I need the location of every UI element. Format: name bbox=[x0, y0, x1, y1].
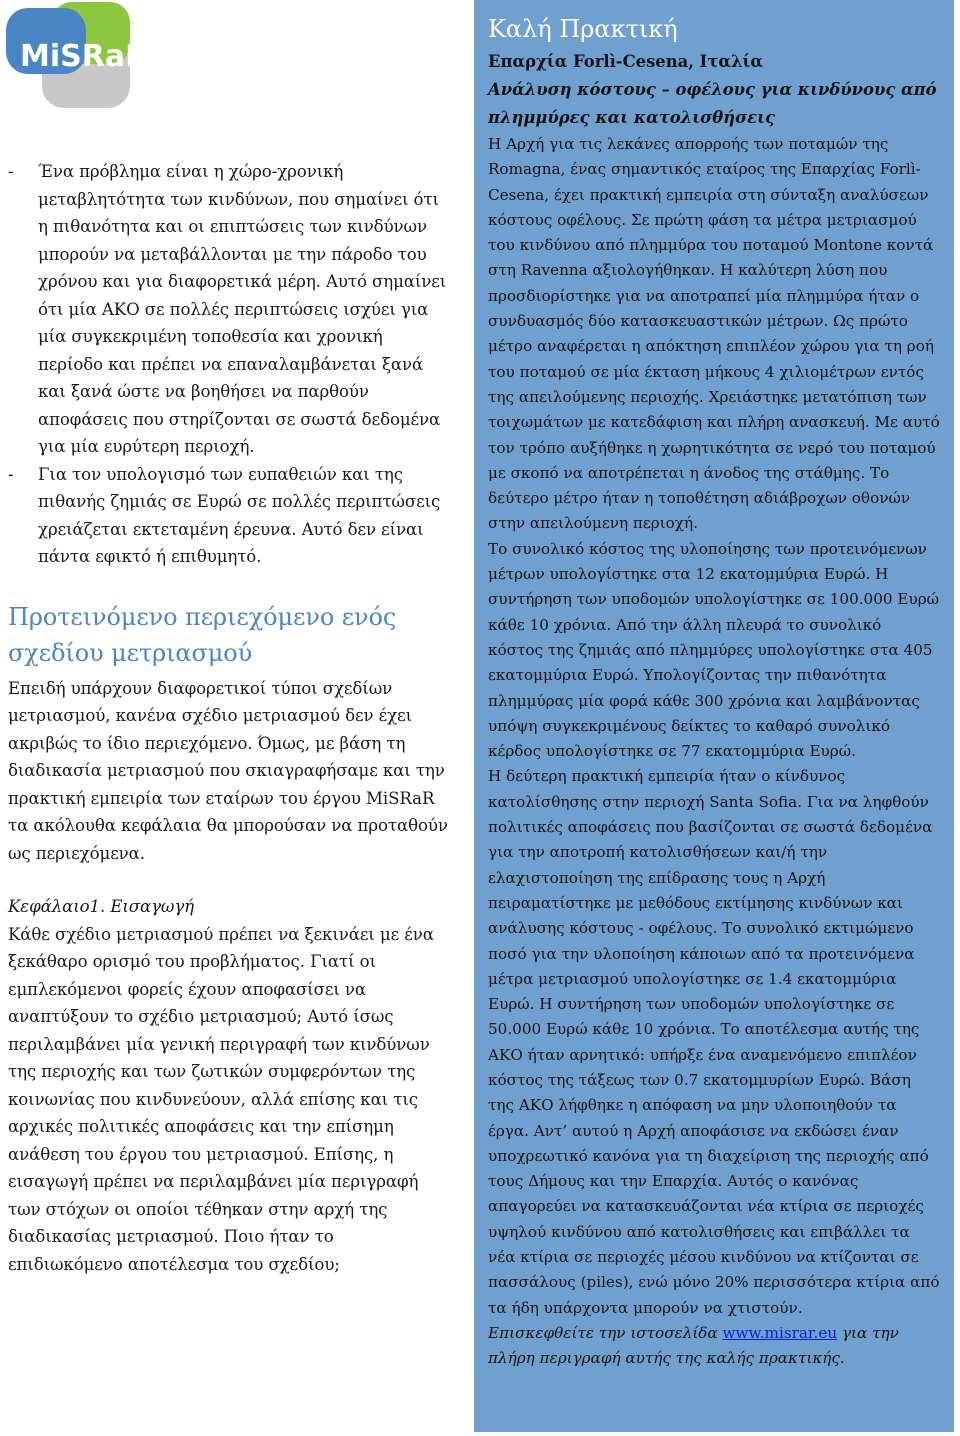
left-column bbox=[8, 158, 448, 1278]
intro-paragraph: Επειδή υπάρχουν διαφορετικοί τύποι σχεδίων μετριασμού, κανένα σχέδιο μετριασμού δεν έχει ακριβώς το ίδιο περιεχόμενο. Όμως, με βάση τη διαδικασία μετριασμού που σκιαγραφήσαμε και την πρακτική εμπειρία των εταίρων του έργου MiSRaR τα ακόλουθα κεφάλαια θα μπορούσαν να προταθούν ως περιεχόμενα. bbox=[8, 678, 448, 863]
bullet-text: Ένα πρόβλημα είναι η χώρο-χρονική μεταβλητότητα των κινδύνων, που σημαίνει ότι η πιθανότητα και οι επιπτώσεις των κινδύνων μπορούν να μεταβάλλονται με την πάροδο του χρόνου και για διαφορετικά μέρη. Αυτό σημαίνει ότι μία ΑΚΟ σε πολλές περιπτώσεις ισχύει για μία συγκεκριμένη τοποθεσία και χρονική περίοδο και πρέπει να επαναλαμβάνεται ξανά και ξανά ώστε να βοηθήσει να παρθούν αποφάσεις που στηρίζονται σε σωστά δεδομένα για μία ευρύτερη περιοχή. bbox=[38, 162, 447, 456]
box-subtitle-italic: Ανάλυση κόστους – οφέλους για κινδύνους από πλημμύρες και κατολισθήσεις bbox=[488, 80, 937, 127]
good-practice-box bbox=[474, 0, 954, 1432]
visit-text-post: για την πλήρη περιγραφή αυτής της καλής πρακτικής. bbox=[488, 1323, 899, 1368]
section-heading: Προτεινόμενο περιεχόμενο ενός σχεδίου μετριασμού bbox=[8, 602, 397, 667]
bullet-item bbox=[8, 461, 448, 571]
chapter-paragraph: Κάθε σχέδιο μετριασμού πρέπει να ξεκινάει με ένα ξεκάθαρο ορισμό του προβλήματος. Γιατί οι εμπλεκόμενοι φορείς έχουν αποφασίσει να αναπτύξουν το σχέδιο μετριασμού; Αυτό ίσως περιλαμβάνει μία γενική περιγραφή των κινδύνων της περιοχής και των ζωτικών συμφερόντων της κοινωνίας που κινδυνεύουν, αλλά επίσης και τις αρχικές πολιτικές αποφάσεις και την επίσημη ανάθεση του έργου του μετριασμού. Επίσης, η εισαγωγή πρέπει να περιλαμβάνει μία περιγραφή των στόχων οι οποίοι τέθηκαν στην αρχή της διαδικασίας μετριασμού. Ποιο ήταν το επιδιωκόμενο αποτέλεσμα του σχεδίου; bbox=[8, 924, 434, 1274]
misrar-website-link[interactable]: www.misrar.eu bbox=[722, 1323, 838, 1342]
box-paragraph: Το συνολικό κόστος της υλοποίησης των προτεινόμενων μέτρων υπολογίστηκε στα 12 εκατομμύρια Ευρώ. Η συντήρηση των υποδομών υπολογίστηκε σε 100.000 Ευρώ κάθε 10 χρόνια. Από την άλλη πλευρά το συνολικό κόστος της ζημιάς από πλημμύρες υπολογίστηκε στα 405 εκατομμύρια Ευρώ. Υπολογίζοντας την πιθανότητα πλημμύρας μία φορά κάθε 300 χρόνια και λαμβάνοντας υπόψη συγκεκριμένους δείκτες το καθαρό συνολικό κέρδος υπολογίστηκε σε 77 εκατομμύρια Ευρώ. bbox=[488, 539, 940, 761]
visit-paragraph bbox=[488, 1321, 940, 1372]
box-paragraph: Η δεύτερη πρακτική εμπειρία ήταν ο κίνδυνος κατολίσθησης στην περιοχή Santa Sofia. Για να ληφθούν πολιτικές αποφάσεις που βασίζονται σε σωστά δεδομένα για την αποτροπή κατολισθήσεων και/ή την ελαχιστοποίηση της επίδρασης τους η Αρχή πειραματίστηκε με μεθόδους εκτίμησης κινδύνων και ανάλυσης κόστους - οφέλους. Το συνολικό εκτιμώμενο ποσό για την υλοποίηση κάποιων από τα προτεινόμενα μέτρα μετριασμού υπολογίστηκε σε 1.4 εκατομμύρια Ευρώ. Η συντήρηση των υποδομών υπολογίστηκε σε 50.000 Ευρώ κάθε 10 χρόνια. Το αποτέλεσμα αυτής της ΑΚΟ ήταν αρνητικό: υπήρξε ένα αναμενόμενο επιπλέον κόστος της τάξεως των 0.7 εκατομμυρίων Ευρώ. Βάση της ΑΚΟ λήφθηκε η απόφαση να μην υλοποιηθούν τα έργα. Αντ’ αυτού η Αρχή αποφάσισε να εκδώσει έναν υποχρεωτικό κανόνα για τη διαχείριση της περιοχής από τους Δήμους και την Επαρχία. Αυτός ο κανόνας απαγορεύει να κατασκευάζονται νέα κτίρια σε περιοχές υψηλού κινδύνου από κατολισθήσεις και επιβάλλει τα νέα κτίρια σε περιοχές μέσου κινδύνου να κτίζονται σε πασσάλους (piles), ενώ μόνο 20% περισσότερα κτίρια από τα ήδη υπάρχοντα μπορούν να χτιστούν. bbox=[488, 767, 940, 1317]
logo-graphic bbox=[6, 2, 149, 110]
bullet-dash: - bbox=[8, 464, 14, 484]
bullet-dash: - bbox=[8, 162, 14, 181]
bullet-item bbox=[8, 158, 448, 461]
misrar-logo bbox=[6, 2, 149, 110]
box-subtitle: Επαρχία Forlì-Cesena, Ιταλία bbox=[488, 52, 764, 71]
box-paragraph: Η Αρχή για τις λεκάνες απορροής των ποταμών της Romagna, ένας σημαντικός εταίρος της Επαρχίας Forlì-Cesena, έχει πρακτική εμπειρία στη σύνταξη αναλύσεων κόστους οφέλους. Σε πρώτη φάση τα μέτρα μετριασμού του κινδύνου από πλημμύρα του ποταμού Montone κοντά στη Ravenna αξιολογήθηκαν. Η καλύτερη λύση που προσδιορίστηκε για να αποτραπεί μία πλημμύρα ήταν ο συνδυασμός δύο κατασκευαστικών μέτρων. Ως πρώτο μέτρο αναφέρεται η απόκτηση επιπλέον χώρου για τη ροή του ποταμού σε μία έκταση μήκους 4 χιλιομέτρων εντός της απειλούμενης περιοχής. Χρειάστηκε μετατόπιση των τοιχωμάτων με κατεδάφιση και πλήρη ανασκευή. Με αυτό τον τρόπο αυξήθηκε η χωρητικότητα σε νερό του ποταμού με σκοπό να αποτρέπεται η άνοδος της στάθμης. Το δεύτερο μέτρο ήταν η τοποθέτηση αδιάβροχων οθονών στην απειλούμενη περιοχή. bbox=[488, 135, 940, 533]
box-title: Καλή Πρακτική bbox=[488, 15, 678, 43]
chapter-title: Κεφάλαιο1. Εισαγωγή bbox=[8, 897, 195, 916]
logo-text: MiSRaR bbox=[20, 39, 149, 74]
bullet-text: Για τον υπολογισμό των ευπαθειών και της πιθανής ζημιάς σε Ευρώ σε πολλές περιπτώσεις χρειάζεται εκτεταμένη έρευνα. Αυτό δεν είναι πάντα εφικτό ή επιθυμητό. bbox=[38, 464, 441, 566]
visit-text-pre: Επισκεφθείτε την ιστοσελίδα bbox=[488, 1323, 723, 1342]
